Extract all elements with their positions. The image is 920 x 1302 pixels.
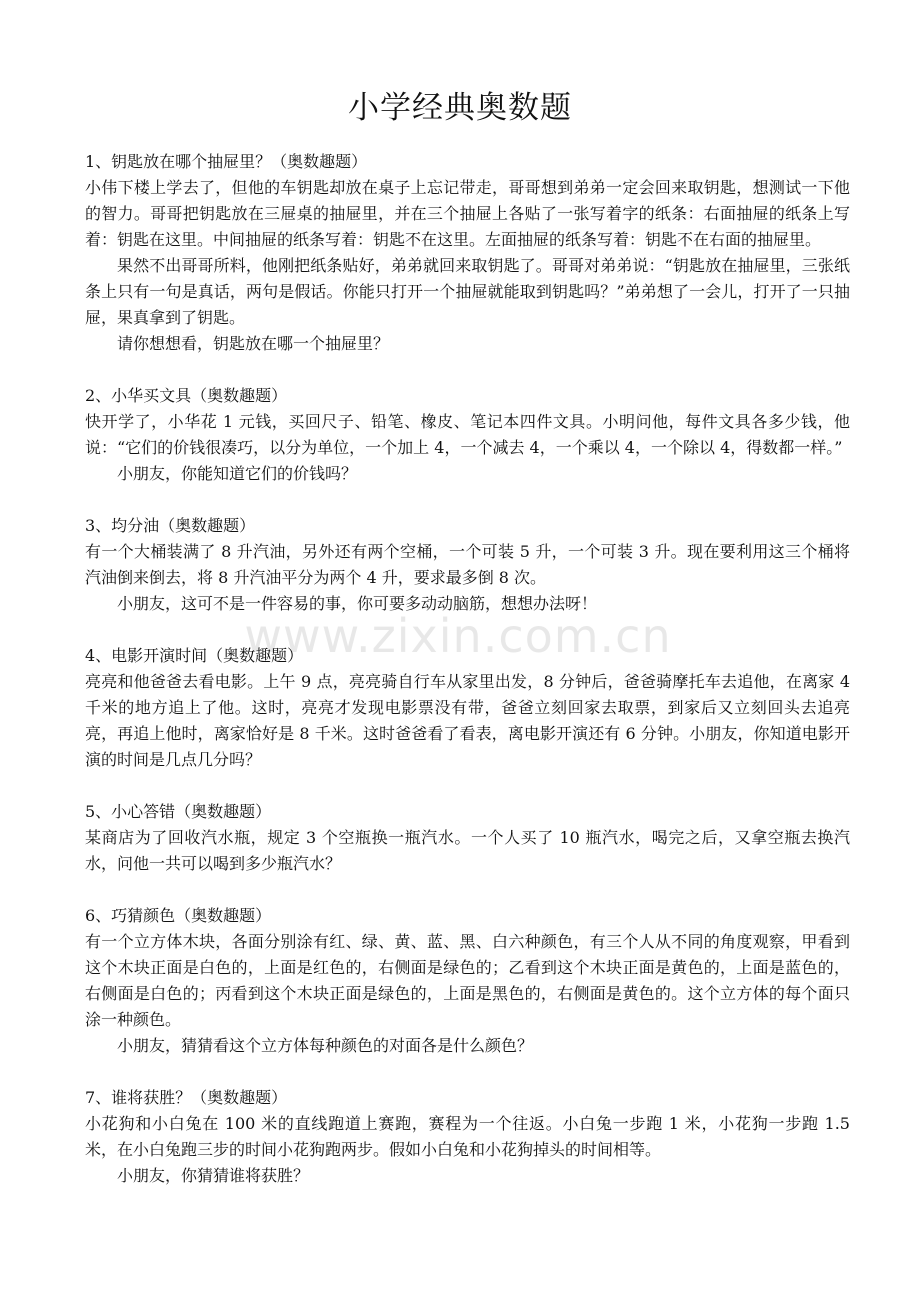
problem-2	[85, 383, 850, 487]
problem-paragraph: 果然不出哥哥所料，他刚把纸条贴好，弟弟就回来取钥匙了。哥哥对弟弟说：“钥匙放在抽屉里，三张纸条上只有一句是真话，两句是假话。你能只打开一个抽屉就能取到钥匙吗？”弟弟想了一会儿，打开了一只抽屉，果真拿到了钥匙。	[85, 256, 850, 327]
problem-6	[85, 903, 850, 1059]
problem-question: 请你想想看，钥匙放在哪一个抽屉里？	[117, 334, 390, 353]
problem-question: 小朋友，你猜猜谁将获胜？	[117, 1166, 310, 1185]
problem-heading: 6、巧猜颜色（奥数趣题）	[85, 906, 272, 925]
problem-1	[85, 149, 850, 357]
problem-paragraph: 有一个立方体木块，各面分别涂有红、绿、黄、蓝、黑、白六种颜色，有三个人从不同的角度观察，甲看到这个木块正面是白色的，上面是红色的，右侧面是绿色的；乙看到这个木块正面是黄色的，上面是蓝色的，右侧面是白色的；丙看到这个木块正面是绿色的，上面是黑色的，右侧面是黄色的。这个立方体的每个面只涂一种颜色。	[85, 932, 850, 1029]
problem-heading: 5、小心答错（奥数趣题）	[85, 802, 272, 821]
problem-heading: 4、电影开演时间（奥数趣题）	[85, 646, 304, 665]
problem-heading: 7、谁将获胜？（奥数趣题）	[85, 1088, 288, 1107]
watermark-text: www.zixin.com.cn	[244, 609, 672, 663]
problem-3	[85, 513, 850, 617]
page-title: 小学经典奥数题	[348, 90, 572, 126]
problem-paragraph: 某商店为了回收汽水瓶，规定 3 个空瓶换一瓶汽水。一个人买了 10 瓶汽水，喝完之后，又拿空瓶去换汽水，问他一共可以喝到多少瓶汽水？	[85, 828, 850, 873]
problem-question: 小朋友，你能知道它们的价钱吗？	[117, 464, 358, 483]
problem-heading: 2、小华买文具（奥数趣题）	[85, 386, 288, 405]
problem-paragraph: 亮亮和他爸爸去看电影。上午 9 点，亮亮骑自行车从家里出发，8 分钟后，爸爸骑摩托车去追他，在离家 4 千米的地方追上了他。这时，亮亮才发现电影票没有带，爸爸立刻回家去取票，到家后又立刻回头去追亮亮，再追上他时，离家恰好是 8 千米。这时爸爸看了看表，离电影开演还有 6 分钟。小朋友，你知道电影开演的时间是几点几分吗？	[85, 672, 850, 769]
problem-paragraph: 快开学了，小华花 1 元钱，买回尺子、铅笔、橡皮、笔记本四件文具。小明问他，每件文具各多少钱，他说：“它们的价钱很凑巧，以分为单位，一个加上 4，一个减去 4，一个乘以 4，一个除以 4，得数都一样。”	[85, 412, 850, 457]
problem-paragraph: 小花狗和小白兔在 100 米的直线跑道上赛跑，赛程为一个往返。小白兔一步跑 1 米，小花狗一步跑 1.5 米，在小白兔跑三步的时间小花狗跑两步。假如小白兔和小花狗掉头的时间相等。	[85, 1114, 850, 1159]
problem-question: 小朋友，这可不是一件容易的事，你可要多动动脑筋，想想办法呀！	[117, 594, 598, 613]
problem-list	[85, 149, 850, 1215]
problem-paragraph: 小伟下楼上学去了，但他的车钥匙却放在桌子上忘记带走，哥哥想到弟弟一定会回来取钥匙，想测试一下他的智力。哥哥把钥匙放在三屉桌的抽屉里，并在三个抽屉上各贴了一张写着字的纸条：右面抽屉的纸条上写着：钥匙在这里。中间抽屉的纸条写着：钥匙不在这里。左面抽屉的纸条写着：钥匙不在右面的抽屉里。	[85, 178, 850, 249]
problem-7	[85, 1085, 850, 1189]
problem-question: 小朋友，猜猜看这个立方体每种颜色的对面各是什么颜色？	[117, 1036, 534, 1055]
problem-heading: 1、钥匙放在哪个抽屉里？（奥数趣题）	[85, 152, 368, 171]
problem-5	[85, 799, 850, 877]
problem-4	[85, 643, 850, 773]
problem-paragraph: 有一个大桶装满了 8 升汽油，另外还有两个空桶，一个可装 5 升，一个可装 3 升。现在要利用这三个桶将汽油倒来倒去，将 8 升汽油平分为两个 4 升，要求最多倒 8 次。	[85, 542, 850, 587]
problem-heading: 3、均分油（奥数趣题）	[85, 516, 256, 535]
